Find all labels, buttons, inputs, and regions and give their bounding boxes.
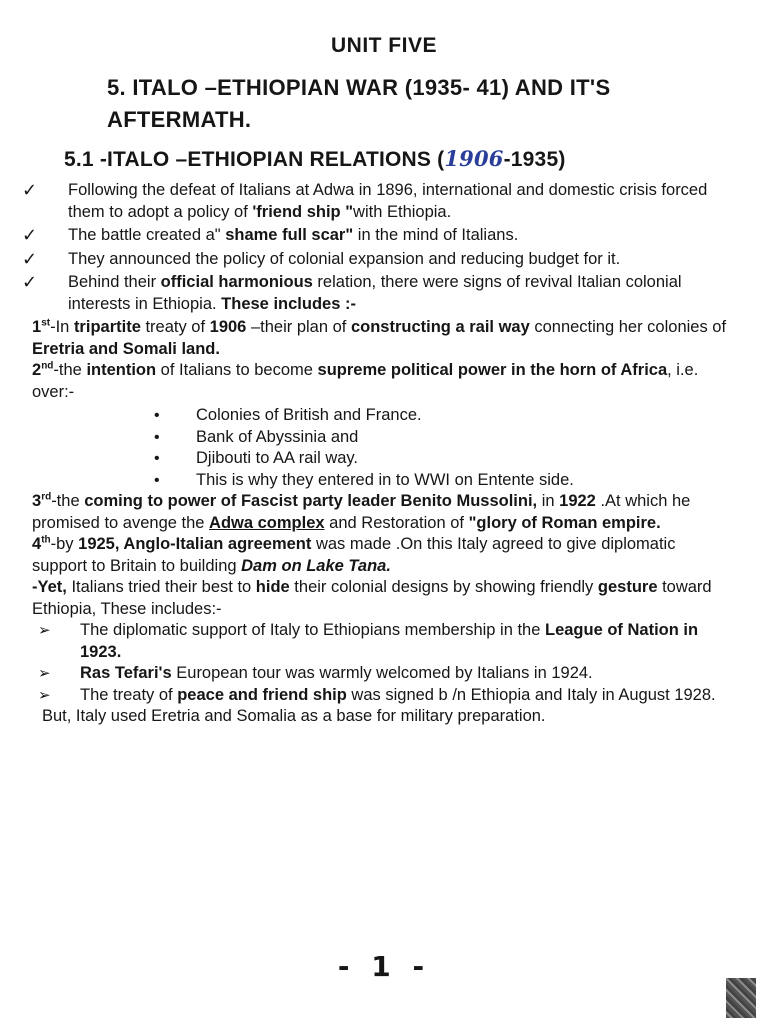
closing-line: But, Italy used Eretria and Somalia as a base for military preparation. (42, 707, 546, 725)
check-item-3: ✓ They announced the policy of colonial expansion and reducing budget for it. (22, 248, 621, 269)
scan-smudge-mark (726, 978, 756, 1018)
bullet-icon: • (154, 428, 160, 446)
bullet-icon: • (154, 407, 160, 424)
point-3: 3rd-the coming to power of Fascist party leader Benito Mussolini, in 1922 .At which he promised to avenge the Adwa complex and Restoration of "glory of Roman empire. (32, 491, 691, 532)
checkmark-icon: ✓ (22, 180, 38, 200)
section-title-suffix: -1935) (503, 148, 566, 171)
section-title-prefix: 5.1 -ITALO –ETHIOPIAN RELATIONS ( (64, 148, 445, 171)
checkmark-icon: ✓ (22, 225, 38, 245)
handwritten-year: 1906 (444, 146, 504, 171)
list-item: • Djibouti to AA rail way. (0, 448, 768, 470)
check-item-1: ✓ Following the defeat of Italians at Adwa in 1896, international and domestic crisis forced them to adopt a policy of 'friend ship "with Ethiopia. (22, 180, 708, 221)
unit-title: UNIT FIVE (330, 34, 437, 57)
page-number: - 1 - (337, 950, 431, 983)
arrow-item-2: ➢ Ras Tefari's European tour was warmly welcomed by Italians in 1924. (0, 663, 768, 685)
arrow-bullet-icon: ➢ (38, 622, 51, 639)
bullet-list (0, 405, 768, 491)
bullet-icon: • (154, 471, 160, 489)
list-item: • Colonies of British and France. (0, 405, 768, 427)
check-item-2: ✓ The battle created a" shame full scar" in the mind of Italians. (22, 225, 519, 245)
section-title (64, 146, 744, 172)
point-2: 2nd-the intention of Italians to become supreme political power in the horn of Africa, i.e. over:- (32, 360, 699, 401)
checkmark-icon: ✓ (22, 248, 38, 269)
chapter-title: 5. ITALO –ETHIOPIAN WAR (1935- 41) AND IT'S AFTERMATH. (107, 75, 611, 132)
point-4: 4th-by 1925, Anglo-Italian agreement was made .On this Italy agreed to give diplomatic support to Britain to building Dam on Lake Tana. (32, 534, 676, 575)
check-item-4: ✓ Behind their official harmonious relation, there were signs of revival Italian colonial interests in Ethiopia. These includes :- (22, 272, 682, 313)
arrow-item-3: ➢ The treaty of peace and friend ship was signed b /n Ethiopia and Italy in August 1928. (0, 685, 768, 707)
list-item: • Bank of Abyssinia and (0, 427, 768, 449)
yet-paragraph: -Yet, Italians tried their best to hide their colonial designs by showing friendly gesture toward Ethiopia, These includes:- (32, 578, 712, 618)
arrow-bullet-icon: ➢ (38, 665, 51, 682)
checkmark-icon: ✓ (22, 272, 38, 292)
arrow-bullet-icon: ➢ (38, 686, 51, 704)
list-item: • This is why they entered in to WWI on Entente side. (0, 470, 768, 492)
arrow-item-1: ➢ The diplomatic support of Italy to Ethiopians membership in the League of Nation in 1923. (38, 621, 699, 661)
document-body (0, 180, 768, 728)
point-1: 1st-In tripartite treaty of 1906 –their plan of constructing a rail way connecting her colonies of Eretria and Somali land. (32, 317, 727, 358)
bullet-icon: • (154, 450, 160, 467)
